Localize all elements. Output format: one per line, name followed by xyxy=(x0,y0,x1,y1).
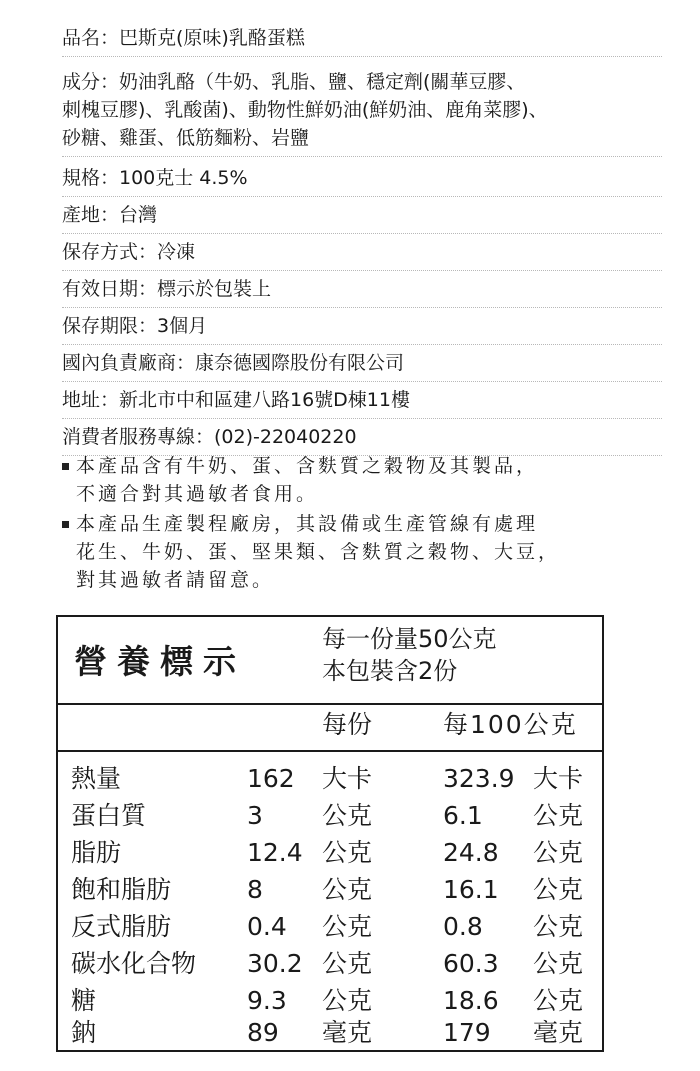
per-100g-value: 179 xyxy=(443,1018,491,1047)
allergen-warning xyxy=(62,510,662,594)
warning-line: 本產品生產製程廠房，其設備或生產管線有處理 xyxy=(76,513,539,535)
nutrient-row xyxy=(58,871,602,909)
warning-line: 花生、牛奶、蛋、堅果類、含麩質之穀物、大豆， xyxy=(76,541,561,563)
nutrient-row xyxy=(58,797,602,835)
nutrient-name: 蛋白質 xyxy=(71,801,147,830)
per-100g-value: 6.1 xyxy=(443,801,483,830)
shelf-life: 保存期限：3個月 xyxy=(62,312,662,345)
per-serving-unit: 毫克 xyxy=(322,1018,373,1047)
nutrient-row xyxy=(58,908,602,946)
per-100g-unit: 毫克 xyxy=(533,1018,584,1047)
nutrient-name: 糖 xyxy=(71,986,97,1015)
per-100g-unit: 公克 xyxy=(533,986,584,1015)
per-serving-unit: 公克 xyxy=(322,801,373,830)
per-serving-unit: 公克 xyxy=(322,875,373,904)
nutrient-row xyxy=(58,760,602,798)
per-serving-value: 8 xyxy=(247,875,263,904)
per-serving-unit: 公克 xyxy=(322,949,373,978)
nutrient-name: 脂肪 xyxy=(71,838,122,867)
per-serving-unit: 公克 xyxy=(322,912,373,941)
nutrition-facts-table xyxy=(56,615,604,1052)
per-100g-value: 0.8 xyxy=(443,912,483,941)
ingredients-line: 刺槐豆膠)、乳酸菌)、動物性鮮奶油(鮮奶油、鹿角菜膠)、 xyxy=(62,99,548,121)
nutrient-name: 熱量 xyxy=(71,764,122,793)
address: 地址：新北市中和區建八路16號D棟11樓 xyxy=(62,386,662,419)
bullet-icon xyxy=(62,521,69,528)
per-100g-unit: 公克 xyxy=(533,949,584,978)
nutrient-row xyxy=(58,834,602,872)
manufacturer: 國內負責廠商：康奈德國際股份有限公司 xyxy=(62,349,662,382)
per-100g-unit: 大卡 xyxy=(533,764,584,793)
nutrient-name: 飽和脂肪 xyxy=(71,875,172,904)
nutrient-row xyxy=(58,1014,602,1052)
per-serving-value: 0.4 xyxy=(247,912,287,941)
table-divider xyxy=(58,750,602,752)
consumer-hotline: 消費者服務專線：(02)-22040220 xyxy=(62,423,662,456)
nutrient-name: 鈉 xyxy=(71,1018,97,1047)
ingredients-line: 砂糖、雞蛋、低筋麵粉、岩鹽 xyxy=(62,127,310,149)
product-info xyxy=(62,24,662,460)
origin: 產地：台灣 xyxy=(62,201,662,234)
per-serving-value: 9.3 xyxy=(247,986,287,1015)
per-100g-unit: 公克 xyxy=(533,912,584,941)
per-serving-value: 12.4 xyxy=(247,838,303,867)
per-100g-header: 每100公克 xyxy=(443,710,578,739)
per-serving-unit: 大卡 xyxy=(322,764,373,793)
per-100g-unit: 公克 xyxy=(533,801,584,830)
per-serving-header: 每份 xyxy=(322,710,373,739)
per-100g-value: 323.9 xyxy=(443,764,515,793)
warning-line: 對其過敏者請留意。 xyxy=(76,569,275,591)
warning-line: 本產品含有牛奶、蛋、含麩質之穀物及其製品， xyxy=(76,455,539,477)
per-100g-value: 60.3 xyxy=(443,949,499,978)
nutrient-name: 碳水化合物 xyxy=(71,949,197,978)
serving-info xyxy=(322,623,497,687)
allergen-warning xyxy=(62,452,662,508)
nutrition-title: 營養標示 xyxy=(74,642,246,681)
bullet-icon xyxy=(62,463,69,470)
per-100g-unit: 公克 xyxy=(533,875,584,904)
per-100g-value: 24.8 xyxy=(443,838,499,867)
per-serving-unit: 公克 xyxy=(322,838,373,867)
per-100g-value: 16.1 xyxy=(443,875,499,904)
per-serving-value: 3 xyxy=(247,801,263,830)
warning-line: 不適合對其過敏者食用。 xyxy=(76,483,319,505)
servings-per-package: 本包裝含2份 xyxy=(322,657,458,685)
per-100g-value: 18.6 xyxy=(443,986,499,1015)
serving-size: 每一份量50公克 xyxy=(322,625,497,653)
ingredients-line: 成分：奶油乳酪（牛奶、乳脂、鹽、穩定劑(關華豆膠、 xyxy=(62,71,526,93)
per-100g-unit: 公克 xyxy=(533,838,584,867)
ingredients xyxy=(62,68,662,157)
per-serving-value: 30.2 xyxy=(247,949,303,978)
spec: 規格：100克士 4.5% xyxy=(62,164,662,197)
nutrient-name: 反式脂肪 xyxy=(71,912,172,941)
expiry-date: 有效日期：標示於包裝上 xyxy=(62,275,662,308)
allergen-warnings xyxy=(62,452,662,596)
per-serving-unit: 公克 xyxy=(322,986,373,1015)
table-divider xyxy=(58,703,602,705)
per-serving-value: 162 xyxy=(247,764,295,793)
nutrient-row xyxy=(58,945,602,983)
per-serving-value: 89 xyxy=(247,1018,279,1047)
product-name: 品名：巴斯克(原味)乳酪蛋糕 xyxy=(62,24,662,57)
storage-method: 保存方式：冷凍 xyxy=(62,238,662,271)
